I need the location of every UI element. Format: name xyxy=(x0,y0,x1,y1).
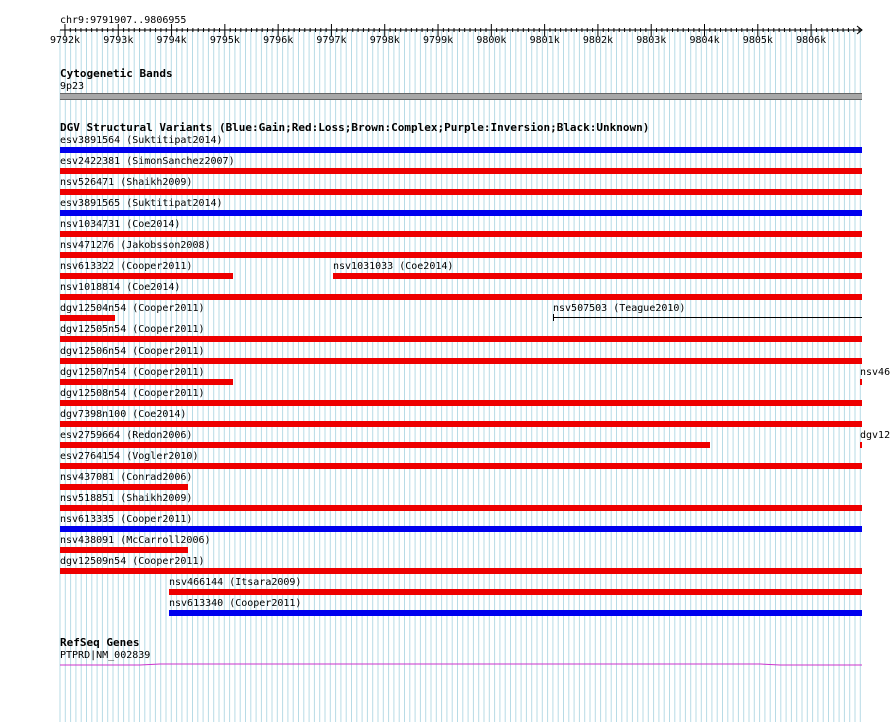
ruler-tick-label: 9803k xyxy=(636,35,667,46)
dgv-feature-label: dgv12508n54 (Cooper2011) xyxy=(60,388,205,399)
dgv-feature-label: dgv12 xyxy=(860,430,890,441)
dgv-feature-bar[interactable] xyxy=(169,610,862,616)
dgv-feature-bar[interactable] xyxy=(333,273,862,279)
dgv-feature-label: dgv12509n54 (Cooper2011) xyxy=(60,556,205,567)
dgv-feature-label: nsv507503 (Teague2010) xyxy=(553,303,686,314)
cytoband-label: 9p23 xyxy=(60,81,85,92)
dgv-feature-bar[interactable] xyxy=(60,526,862,532)
dgv-feature-label: nsv1018814 (Coe2014) xyxy=(60,282,181,293)
cytoband-track-title: Cytogenetic Bands xyxy=(60,67,173,80)
dgv-feature-label: nsv518851 (Shaikh2009) xyxy=(60,493,193,504)
dgv-feature-bar[interactable] xyxy=(60,484,188,490)
dgv-feature-bar[interactable] xyxy=(60,336,862,342)
dgv-feature-bar[interactable] xyxy=(60,547,188,553)
ruler-tick-label: 9792k xyxy=(49,35,81,46)
dgv-feature-label: dgv12506n54 (Cooper2011) xyxy=(60,346,205,357)
dgv-feature-bar[interactable] xyxy=(60,568,862,574)
ruler-tick-label: 9805k xyxy=(742,35,773,46)
ruler-tick-label: 9794k xyxy=(156,35,187,46)
dgv-feature-label: esv3891565 (Suktitipat2014) xyxy=(60,198,223,209)
dgv-feature-bar[interactable] xyxy=(860,442,862,448)
dgv-feature-bar[interactable] xyxy=(60,231,862,237)
dgv-feature-bar[interactable] xyxy=(60,505,862,511)
dgv-feature-bar[interactable] xyxy=(60,315,115,321)
dgv-feature-bar[interactable] xyxy=(60,189,862,195)
dgv-feature-label: dgv12504n54 (Cooper2011) xyxy=(60,303,205,314)
ruler-tick-label: 9801k xyxy=(529,35,560,46)
ruler-tick-label: 9797k xyxy=(316,35,347,46)
dgv-feature-bar[interactable] xyxy=(60,358,862,364)
dgv-feature-bar[interactable] xyxy=(60,421,862,427)
dgv-feature-label: esv3891564 (Suktitipat2014) xyxy=(60,135,223,146)
dgv-feature-bar[interactable] xyxy=(60,210,862,216)
ruler-tick-label: 9795k xyxy=(209,35,240,46)
refseq-gene-feature[interactable] xyxy=(0,658,890,670)
dgv-feature-label: esv2759664 (Redon2006) xyxy=(60,430,193,441)
dgv-feature-label: nsv466144 (Itsara2009) xyxy=(169,577,302,588)
dgv-feature-label: nsv613335 (Cooper2011) xyxy=(60,514,193,525)
dgv-feature-bar[interactable] xyxy=(60,400,862,406)
dgv-feature-label: nsv471276 (Jakobsson2008) xyxy=(60,240,211,251)
dgv-feature-label: nsv613322 (Cooper2011) xyxy=(60,261,193,272)
cytoband-bar[interactable] xyxy=(60,93,862,100)
ruler-tick-label: 9800k xyxy=(476,35,507,46)
dgv-feature-label: nsv613340 (Cooper2011) xyxy=(169,598,302,609)
dgv-feature-label: dgv12505n54 (Cooper2011) xyxy=(60,324,205,335)
dgv-feature-label: dgv12507n54 (Cooper2011) xyxy=(60,367,205,378)
dgv-feature-label: nsv437081 (Conrad2006) xyxy=(60,472,193,483)
dgv-feature-bar[interactable] xyxy=(553,317,862,318)
dgv-feature-bar[interactable] xyxy=(60,442,710,448)
dgv-track-title: DGV Structural Variants (Blue:Gain;Red:Loss;Brown:Complex;Purple:Inversion;Black:Unknown) xyxy=(60,121,650,134)
refseq-gene-label: PTPRD|NM_002839 xyxy=(60,650,151,661)
refseq-track-title: RefSeq Genes xyxy=(60,636,140,649)
dgv-feature-bar[interactable] xyxy=(169,589,862,595)
position-label: chr9:9791907..9806955 xyxy=(60,15,187,26)
dgv-feature-label: nsv526471 (Shaikh2009) xyxy=(60,177,193,188)
dgv-feature-bar[interactable] xyxy=(60,294,862,300)
dgv-feature-bar[interactable] xyxy=(60,463,862,469)
dgv-feature-label: dgv7398n100 (Coe2014) xyxy=(60,409,187,420)
ruler-tick-label: 9802k xyxy=(582,35,614,46)
dgv-feature-bar[interactable] xyxy=(60,379,233,385)
ruler-tick-label: 9798k xyxy=(369,35,400,46)
ruler-tick-label: 9793k xyxy=(103,35,134,46)
dgv-feature-label: nsv1034731 (Coe2014) xyxy=(60,219,181,230)
dgv-feature-label: nsv438091 (McCarroll2006) xyxy=(60,535,211,546)
dgv-feature-bar[interactable] xyxy=(60,273,233,279)
ruler-tick-label: 9796k xyxy=(263,35,294,46)
ruler-tick-label: 9799k xyxy=(423,35,454,46)
dgv-feature-label: esv2422381 (SimonSanchez2007) xyxy=(60,156,235,167)
ruler-tick-label: 9806k xyxy=(796,35,827,46)
ruler-tick-label: 9804k xyxy=(689,35,720,46)
dgv-feature-label: nsv1031033 (Coe2014) xyxy=(333,261,454,272)
dgv-feature-bar[interactable] xyxy=(60,252,862,258)
dgv-feature-bar[interactable] xyxy=(860,379,862,385)
dgv-feature-bar[interactable] xyxy=(60,168,862,174)
dgv-feature-label: esv2764154 (Vogler2010) xyxy=(60,451,199,462)
dgv-feature-bar[interactable] xyxy=(60,147,862,153)
dgv-feature-label: nsv46 xyxy=(860,367,890,378)
